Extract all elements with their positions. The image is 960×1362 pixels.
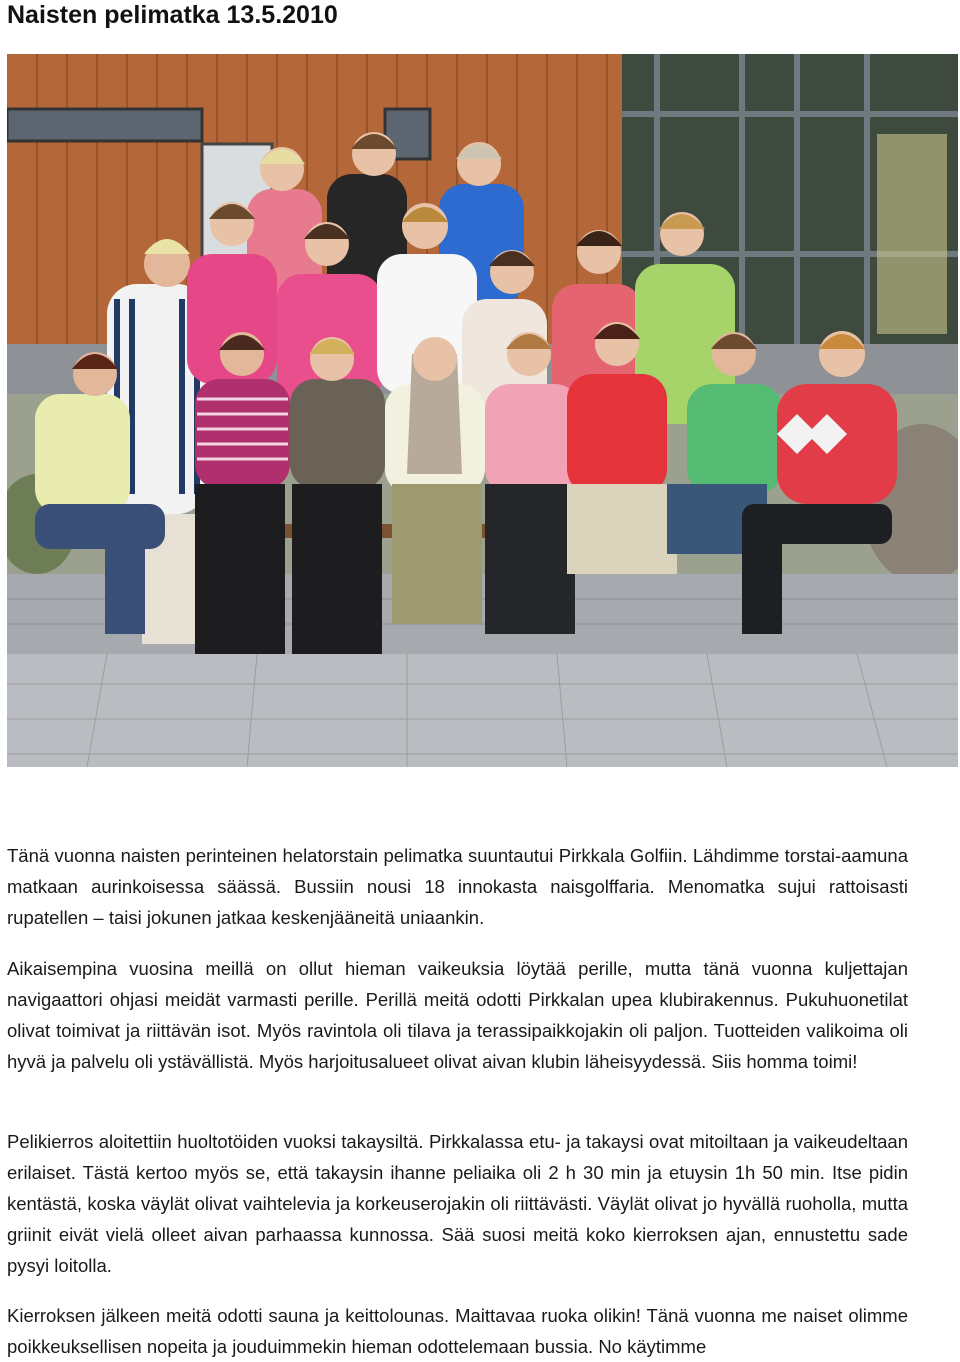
paragraph: Aikaisempina vuosina meillä on ollut hieman vaikeuksia löytää perille, mutta tänä vuonna kuljettajan navigaattori ohjasi meidät varmasti perille. Perillä meitä odotti Pirkkalan upea klubirakennus. Pukuhuonetilat olivat toimivat ja riittävän isot. Myös ravintola oli tilava ja terassipaikkojakin oli paljon. Tuotteiden valikoima oli hyvä ja palvelu oli ystävällistä. Myös harjoitusalueet olivat aivan klubin läheisyydessä. Siis homma toimi!	[7, 958, 908, 1072]
group-photo	[7, 54, 958, 767]
pavement	[7, 654, 958, 767]
paragraph: Kierroksen jälkeen meitä odotti sauna ja keittolounas. Maittavaa ruoka olikin! Tänä vuonna me naiset olimme poikkeuksellisen nopeita ja jouduimmekin hieman odottelemaan bussia. No käytimme	[7, 1305, 908, 1357]
window	[7, 109, 202, 141]
paragraph: Pelikierros aloitettiin huoltotöiden vuoksi takaysiltä. Pirkkalassa etu- ja takaysi ovat mitoiltaan ja vaikeudeltaan erilaiset. Tästä kertoo myös se, että takaysin ihanne peliaika oli 2 h 30 min ja etuysin 1h 50 min. Itse pidin kentästä, koska väylät olivat vaihtelevia ja korkeuserojakin oli riittävästi. Väylät olivat jo hyvällä ruoholla, mutta griinit eivät vielä olleet aivan parhaassa kunnossa. Sää suosi meitä koko kierroksen ajan, ennustettu sade pysyi loitolla.	[7, 1131, 908, 1276]
person	[290, 337, 385, 654]
page-title: Naisten pelimatka 13.5.2010	[7, 1, 338, 29]
paragraph: Tänä vuonna naisten perinteinen helatorstain pelimatka suuntautui Pirkkala Golfiin. Lähdimme torstai-aamuna matkaan aurinkoisessa säässä. Bussiin nousi 18 innokasta naisgolffaria. Menomatka sujui rattoisasti rupatellen – taisi jokunen jatkaa keskenjääneitä uniaankin.	[7, 845, 908, 928]
